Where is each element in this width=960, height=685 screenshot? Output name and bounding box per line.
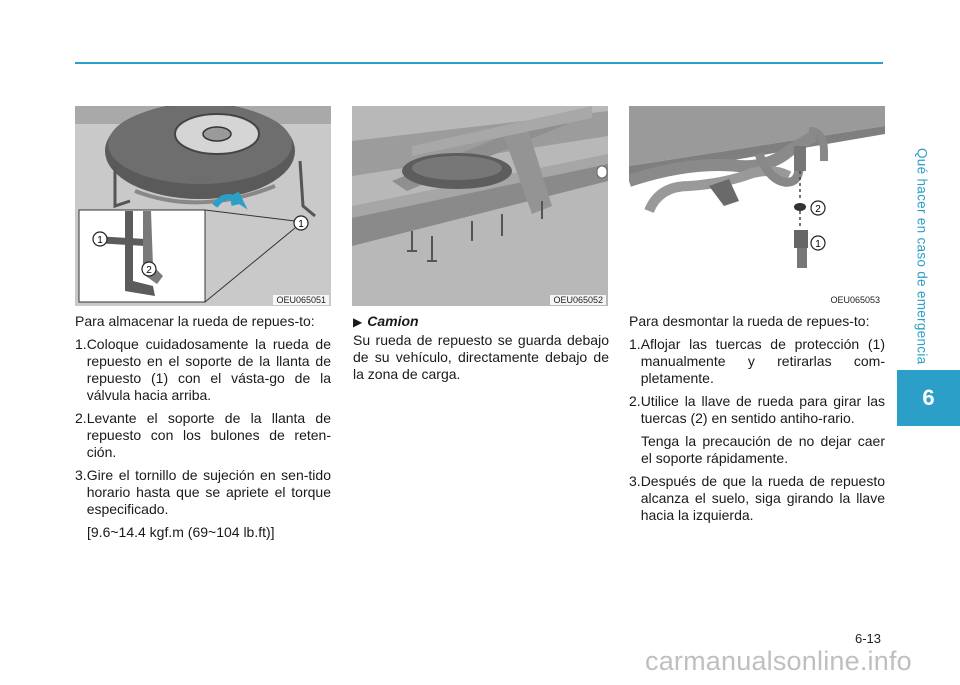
svg-text:1: 1: [298, 219, 304, 230]
step-number: 2.: [629, 393, 641, 409]
intro-text: Para desmontar la rueda de repues-to:: [629, 313, 870, 329]
svg-text:2: 2: [815, 204, 821, 215]
figure-spare-tire-hoist: [629, 106, 885, 306]
step-number: 3.: [629, 473, 641, 489]
body-text: Su rueda de repuesto se guarda debajo de su vehículo, directamente debajo de la zona de carga.: [353, 332, 609, 382]
figure-code: OEU065051: [273, 295, 329, 305]
illustration-chassis: [352, 106, 608, 306]
step-1: [629, 336, 885, 387]
illustration-spare-tire: [75, 106, 331, 306]
page-number: 6-13: [855, 631, 882, 646]
step-text: Gire el tornillo de sujeción en sen-tido horario hasta que se apriete el torque especificado.: [86, 467, 331, 517]
figure-code: OEU065053: [827, 295, 883, 305]
step-1: [75, 336, 331, 404]
step-number: 3.: [75, 467, 87, 483]
illustration-hoist: [629, 106, 885, 306]
step-number: 2.: [75, 410, 87, 426]
column-store-spare: [75, 313, 331, 547]
chapter-side-title: Qué hacer en caso de emergencia: [914, 147, 930, 365]
caution-note: Tenga la precaución de no dejar caer el soporte rápidamente.: [641, 433, 885, 466]
step-text: Después de que la rueda de repuesto alcanza el suelo, siga girando la llave hacia la izquierda.: [640, 473, 885, 523]
step-number: 1.: [75, 336, 87, 352]
column-truck: [353, 313, 609, 389]
step-3: [629, 473, 885, 524]
watermark-text: carmanualsonline.info: [645, 646, 912, 676]
step-2: [629, 393, 885, 427]
figure-truck-chassis: [352, 106, 608, 306]
figure-spare-tire-carrier: [75, 106, 331, 306]
step-number: 1.: [629, 336, 641, 352]
triangle-bullet-icon: ▶: [353, 315, 363, 329]
torque-spec: [9.6~14.4 kgf.m (69~104 lb.ft)]: [87, 524, 275, 540]
svg-text:1: 1: [815, 239, 821, 250]
chapter-number-tab: 6: [897, 370, 960, 426]
section-heading: ▶ Camion: [353, 313, 419, 329]
step-text: Levante el soporte de la llanta de repuesto con los bulones de reten-ción.: [86, 410, 331, 460]
header-rule: [75, 62, 883, 64]
step-2: [75, 410, 331, 461]
intro-text: Para almacenar la rueda de repues-to:: [75, 313, 315, 329]
figure-code: OEU065052: [550, 295, 606, 305]
step-text: Aflojar las tuercas de protección (1) manualmente y retirarlas com-pletamente.: [640, 336, 885, 386]
column-remove-spare: [629, 313, 885, 530]
svg-text:2: 2: [146, 265, 152, 276]
step-text: Utilice la llave de rueda para girar las tuercas (2) en sentido antiho-rario.: [640, 393, 885, 426]
step-text: Coloque cuidadosamente la rueda de repuesto en el soporte de la llanta de repuesto (1) con el vásta-go de la válvula hacia arriba.: [86, 336, 331, 403]
step-3: [75, 467, 331, 518]
svg-text:1: 1: [97, 235, 103, 246]
